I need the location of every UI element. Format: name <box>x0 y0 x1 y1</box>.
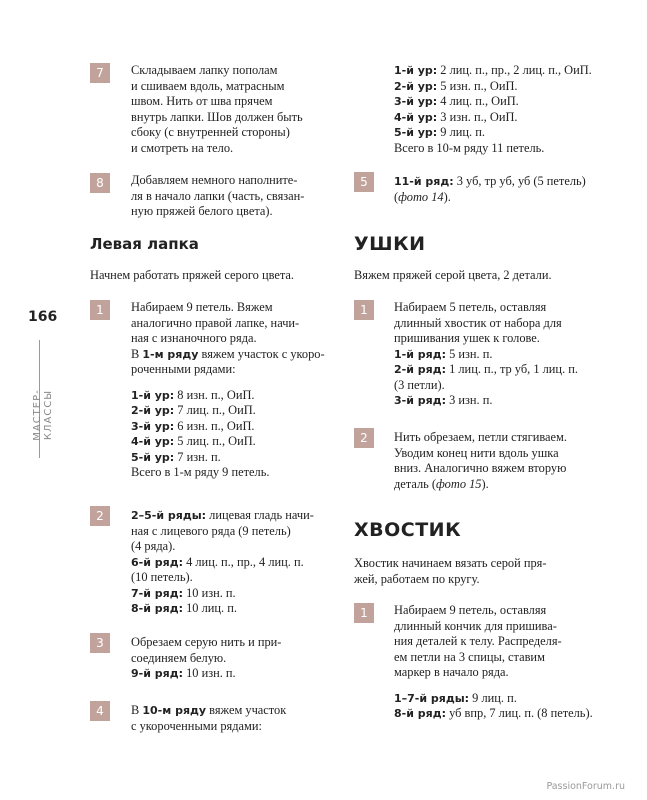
row-text: 3 уб, тр уб, уб (5 петель) <box>453 174 586 188</box>
text-line: с укороченными рядами: <box>131 718 262 733</box>
text-line: Всего в 10-м ряду 11 петель. <box>394 140 545 155</box>
row-label: 2-й ур: <box>394 79 438 93</box>
row-text: 7 изн. п. <box>174 449 221 464</box>
text-line: (10 петель). <box>131 570 193 584</box>
row-label: 2–5-й ряды: <box>131 509 207 522</box>
text-line: Набираем 5 петель, оставляя <box>394 300 547 314</box>
text: вяжем участок с укоро- <box>198 346 325 361</box>
text-line <box>131 347 325 363</box>
text-line: Нить обрезаем, петли стягиваем. <box>394 430 567 444</box>
row-line <box>131 666 281 682</box>
step-8-text <box>131 173 304 220</box>
row-text: 8 изн. п., ОиП. <box>174 387 255 402</box>
step-4-text <box>131 703 286 734</box>
row-text: 5 лиц. п., ОиП. <box>174 434 256 448</box>
text-line: ная с лицевого ряда (9 петель) <box>131 523 291 538</box>
text-line <box>131 703 286 719</box>
text-line: вниз. Аналогично вяжем вторую <box>394 461 567 475</box>
row-line <box>394 393 578 409</box>
text-line: Обрезаем серую нить и при- <box>131 635 282 649</box>
row-text: 3 изн. п., ОиП. <box>437 109 518 124</box>
text-line: Добавляем немного наполните- <box>131 173 298 187</box>
section-intro <box>354 268 552 284</box>
spacer <box>131 378 325 388</box>
row-label: 7-й ряд: <box>131 586 183 600</box>
row-text: 3 изн. п. <box>445 393 493 407</box>
text-line: длинный хвостик от набора для <box>394 315 562 330</box>
row-line <box>394 110 592 126</box>
row-line <box>394 125 592 141</box>
text-line: Хвостик начинаем вязать серой пря- <box>354 556 547 570</box>
text-line: ную пряжей белого цвета). <box>131 204 273 218</box>
ears-step-1-text <box>394 300 578 409</box>
step-badge: 1 <box>354 603 374 623</box>
row-label: 5-й ур: <box>131 450 175 464</box>
text-line: внутрь лапки. Шов должен быть <box>131 109 303 124</box>
section-heading-ears: УШКИ <box>354 233 426 255</box>
bold-text: 1-м ряду <box>142 347 199 361</box>
row-text: 9 лиц. п. <box>437 125 485 139</box>
text-line <box>394 477 567 493</box>
row-label: 3-й ур: <box>131 419 175 433</box>
text-line: Вяжем пряжей серой цвета, 2 детали. <box>354 268 552 282</box>
row-line <box>131 586 314 602</box>
step-badge: 1 <box>90 300 110 320</box>
text-line: маркер в начало ряда. <box>394 665 509 679</box>
step-badge: 2 <box>90 506 110 526</box>
row-line <box>131 388 325 404</box>
row-label: 4-й ур: <box>394 110 438 124</box>
row-text: 10 изн. п. <box>182 666 236 680</box>
section-heading-left-paw: Левая лапка <box>90 235 199 253</box>
row-text: 4 лиц. п., пр., 4 лиц. п. <box>182 554 304 569</box>
step-badge: 4 <box>90 701 110 721</box>
row-line <box>131 555 314 571</box>
text-line: (4 ряда). <box>131 539 176 553</box>
step-badge: 7 <box>90 63 110 83</box>
section-label: МАСТЕР-КЛАССЫ <box>32 389 54 441</box>
text-line: и смотреть на тело. <box>131 140 234 155</box>
row-line <box>131 403 325 419</box>
text: вяжем участок <box>206 703 287 717</box>
text-line: ная с изнаночного ряда. <box>131 331 257 345</box>
row-label: 2-й ур: <box>131 404 175 417</box>
text-line: швом. Нить от шва прячем <box>131 94 273 108</box>
row-label: 1-й ряд: <box>394 347 446 361</box>
text-line: и сшиваем вдоль, матрасным <box>131 78 285 93</box>
text-line: ем петли на 3 спицы, ставим <box>394 649 545 664</box>
row-text: 10 изн. п. <box>182 585 236 600</box>
row-line <box>394 94 592 110</box>
text-line <box>394 190 586 206</box>
tail-step-1-text <box>394 603 593 722</box>
row-line <box>394 691 593 707</box>
row-text: 6 изн. п., ОиП. <box>174 418 255 433</box>
text: ). <box>443 189 451 204</box>
row-line <box>394 79 592 95</box>
step-4-continued <box>394 63 592 156</box>
row-text: уб впр, 7 лиц. п. (8 петель). <box>445 706 593 720</box>
row-label: 5-й ур: <box>394 126 438 139</box>
section-intro <box>90 268 294 284</box>
row-label: 9-й ряд: <box>131 667 183 680</box>
text: ( <box>394 189 399 204</box>
text-line: (3 петли). <box>394 377 445 392</box>
step-2-text <box>131 508 314 617</box>
step-badge: 2 <box>354 428 374 448</box>
row-line <box>394 174 586 190</box>
text-line: Начнем работать пряжей серого цвета. <box>90 268 295 282</box>
text: В <box>131 703 143 717</box>
row-line <box>394 63 592 79</box>
row-line <box>131 601 314 617</box>
step-badge: 8 <box>90 173 110 193</box>
step-3-text <box>131 635 281 682</box>
text: ). <box>481 476 489 491</box>
row-label: 3-й ур: <box>394 95 438 108</box>
row-label: 3-й ряд: <box>394 394 446 407</box>
text-line: Набираем 9 петель, оставляя <box>394 603 547 617</box>
row-line <box>131 508 314 524</box>
row-line <box>394 706 593 722</box>
step-badge: 3 <box>90 633 110 653</box>
row-text: 4 лиц. п., ОиП. <box>437 94 519 108</box>
watermark: PassionForum.ru <box>546 781 625 792</box>
text-line: Набираем 9 петель. Вяжем <box>131 300 273 314</box>
step-7-text <box>131 63 303 156</box>
text-line: соединяем белую. <box>131 650 227 665</box>
row-label: 1-й ур: <box>394 64 438 77</box>
row-line <box>131 419 325 435</box>
text-line: сбоку (с внутренней стороны) <box>131 125 290 139</box>
text: В <box>131 346 143 361</box>
text-line: Складываем лапку пополам <box>131 63 278 77</box>
row-line <box>131 434 325 450</box>
text-line: длинный кончик для пришива- <box>394 618 557 633</box>
step-1-text <box>131 300 325 481</box>
row-line <box>394 347 578 363</box>
row-line <box>394 362 578 378</box>
text-line: Уводим конец нити вдоль ушка <box>394 445 559 460</box>
ears-step-2-text <box>394 430 567 492</box>
text-line: ния деталей к телу. Распределя- <box>394 634 562 648</box>
row-text: 7 лиц. п., ОиП. <box>174 403 256 417</box>
row-line <box>131 450 325 466</box>
row-text: лицевая гладь начи- <box>206 508 314 522</box>
row-label: 6-й ряд: <box>131 555 183 569</box>
row-text: 1 лиц. п., тр уб, 1 лиц. п. <box>445 362 578 376</box>
section-heading-tail: ХВОСТИК <box>354 519 462 541</box>
text-line: пришивания ушек к голове. <box>394 331 540 345</box>
spacer <box>394 681 593 691</box>
row-text: 2 лиц. п., пр., 2 лиц. п., ОиП. <box>437 63 592 77</box>
section-intro <box>354 556 547 587</box>
row-label: 1-й ур: <box>131 388 175 402</box>
italic-text: фото 14 <box>398 189 444 204</box>
step-badge: 5 <box>354 172 374 192</box>
row-text: 5 изн. п., ОиП. <box>437 78 518 93</box>
text: деталь ( <box>394 476 437 491</box>
text-line: ля в начало лапки (часть, связан- <box>131 188 305 203</box>
row-text: 10 лиц. п. <box>182 601 237 615</box>
row-label: 11-й ряд: <box>394 175 454 188</box>
row-label: 2-й ряд: <box>394 363 446 376</box>
text-line: жей, работаем по кругу. <box>354 571 480 586</box>
text-line: Всего в 1-м ряду 9 петель. <box>131 465 270 479</box>
row-label: 4-й ур: <box>131 435 175 448</box>
row-label: 1–7-й ряды: <box>394 691 470 705</box>
text-line: роченными рядами: <box>131 362 236 376</box>
step-badge: 1 <box>354 300 374 320</box>
row-label: 8-й ряд: <box>131 602 183 615</box>
row-text: 5 изн. п. <box>445 346 493 361</box>
text-line: аналогично правой лапке, начи- <box>131 315 300 330</box>
step-5-text <box>394 174 586 205</box>
row-text: 9 лиц. п. <box>469 690 517 705</box>
row-label: 8-й ряд: <box>394 707 446 720</box>
bold-text: 10-м ряду <box>142 704 207 717</box>
page-number: 166 <box>28 309 58 325</box>
italic-text: фото 15 <box>436 476 482 491</box>
